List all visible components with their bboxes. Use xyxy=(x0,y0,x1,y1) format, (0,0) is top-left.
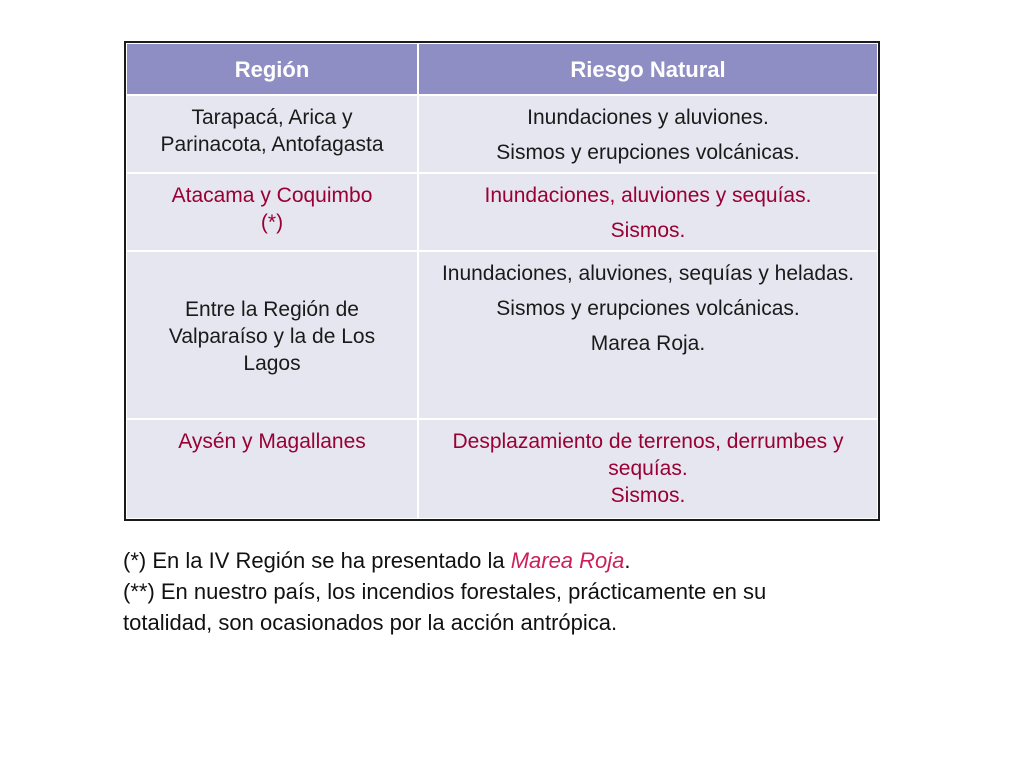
table-row xyxy=(126,173,878,251)
region-line: Parinacota, Antofagasta xyxy=(160,133,384,156)
region-cell xyxy=(126,419,418,519)
risk-cell xyxy=(418,251,878,419)
header-region: Región xyxy=(126,43,418,95)
table-row xyxy=(126,95,878,173)
region-line: Atacama y Coquimbo xyxy=(171,184,373,207)
region-line: Valparaíso y la de Los xyxy=(168,324,376,348)
risk-cell xyxy=(418,173,878,251)
region-line: Tarapacá, Arica y xyxy=(191,106,353,129)
risk-table xyxy=(125,42,879,520)
footnote-2 xyxy=(123,576,903,638)
region-line: Entre la Región de xyxy=(185,297,359,321)
footnotes xyxy=(123,545,903,638)
footnote-2-line: totalidad, son ocasionados por la acción antrópica. xyxy=(123,610,618,635)
risk-line: Sismos y erupciones volcánicas. xyxy=(496,141,800,164)
risk-line: Desplazamiento de terrenos, derrumbes y sequías. xyxy=(452,430,844,480)
risk-line: Inundaciones, aluviones y sequías. xyxy=(484,184,812,207)
footnote-1-text: (*) En la IV Región se ha presentado la xyxy=(123,548,511,573)
table-row xyxy=(126,419,878,519)
footnote-1 xyxy=(123,545,903,576)
region-line: (*) xyxy=(260,211,284,234)
footnote-1-emphasis: Marea Roja xyxy=(510,548,625,573)
risk-line: Inundaciones y aluviones. xyxy=(527,106,769,129)
risk-line: Inundaciones, aluviones, sequías y heladas. xyxy=(441,262,855,285)
region-cell xyxy=(126,173,418,251)
region-cell xyxy=(126,251,418,419)
footnote-2-line: (**) En nuestro país, los incendios forestales, prácticamente en su xyxy=(123,579,767,604)
region-line: Aysén y Magallanes xyxy=(178,430,366,453)
risk-line: Sismos. xyxy=(610,484,686,507)
risk-cell xyxy=(418,419,878,519)
table-header-row xyxy=(126,43,878,95)
risk-line: Sismos y erupciones volcánicas. xyxy=(496,297,800,320)
risk-line: Sismos. xyxy=(610,219,686,242)
risk-cell xyxy=(418,95,878,173)
table-row xyxy=(126,251,878,419)
region-cell xyxy=(126,95,418,173)
region-line: Lagos xyxy=(243,351,301,375)
header-natural-risk: Riesgo Natural xyxy=(418,43,878,95)
risk-line: Marea Roja. xyxy=(590,332,706,355)
footnote-1-end: . xyxy=(624,548,631,573)
